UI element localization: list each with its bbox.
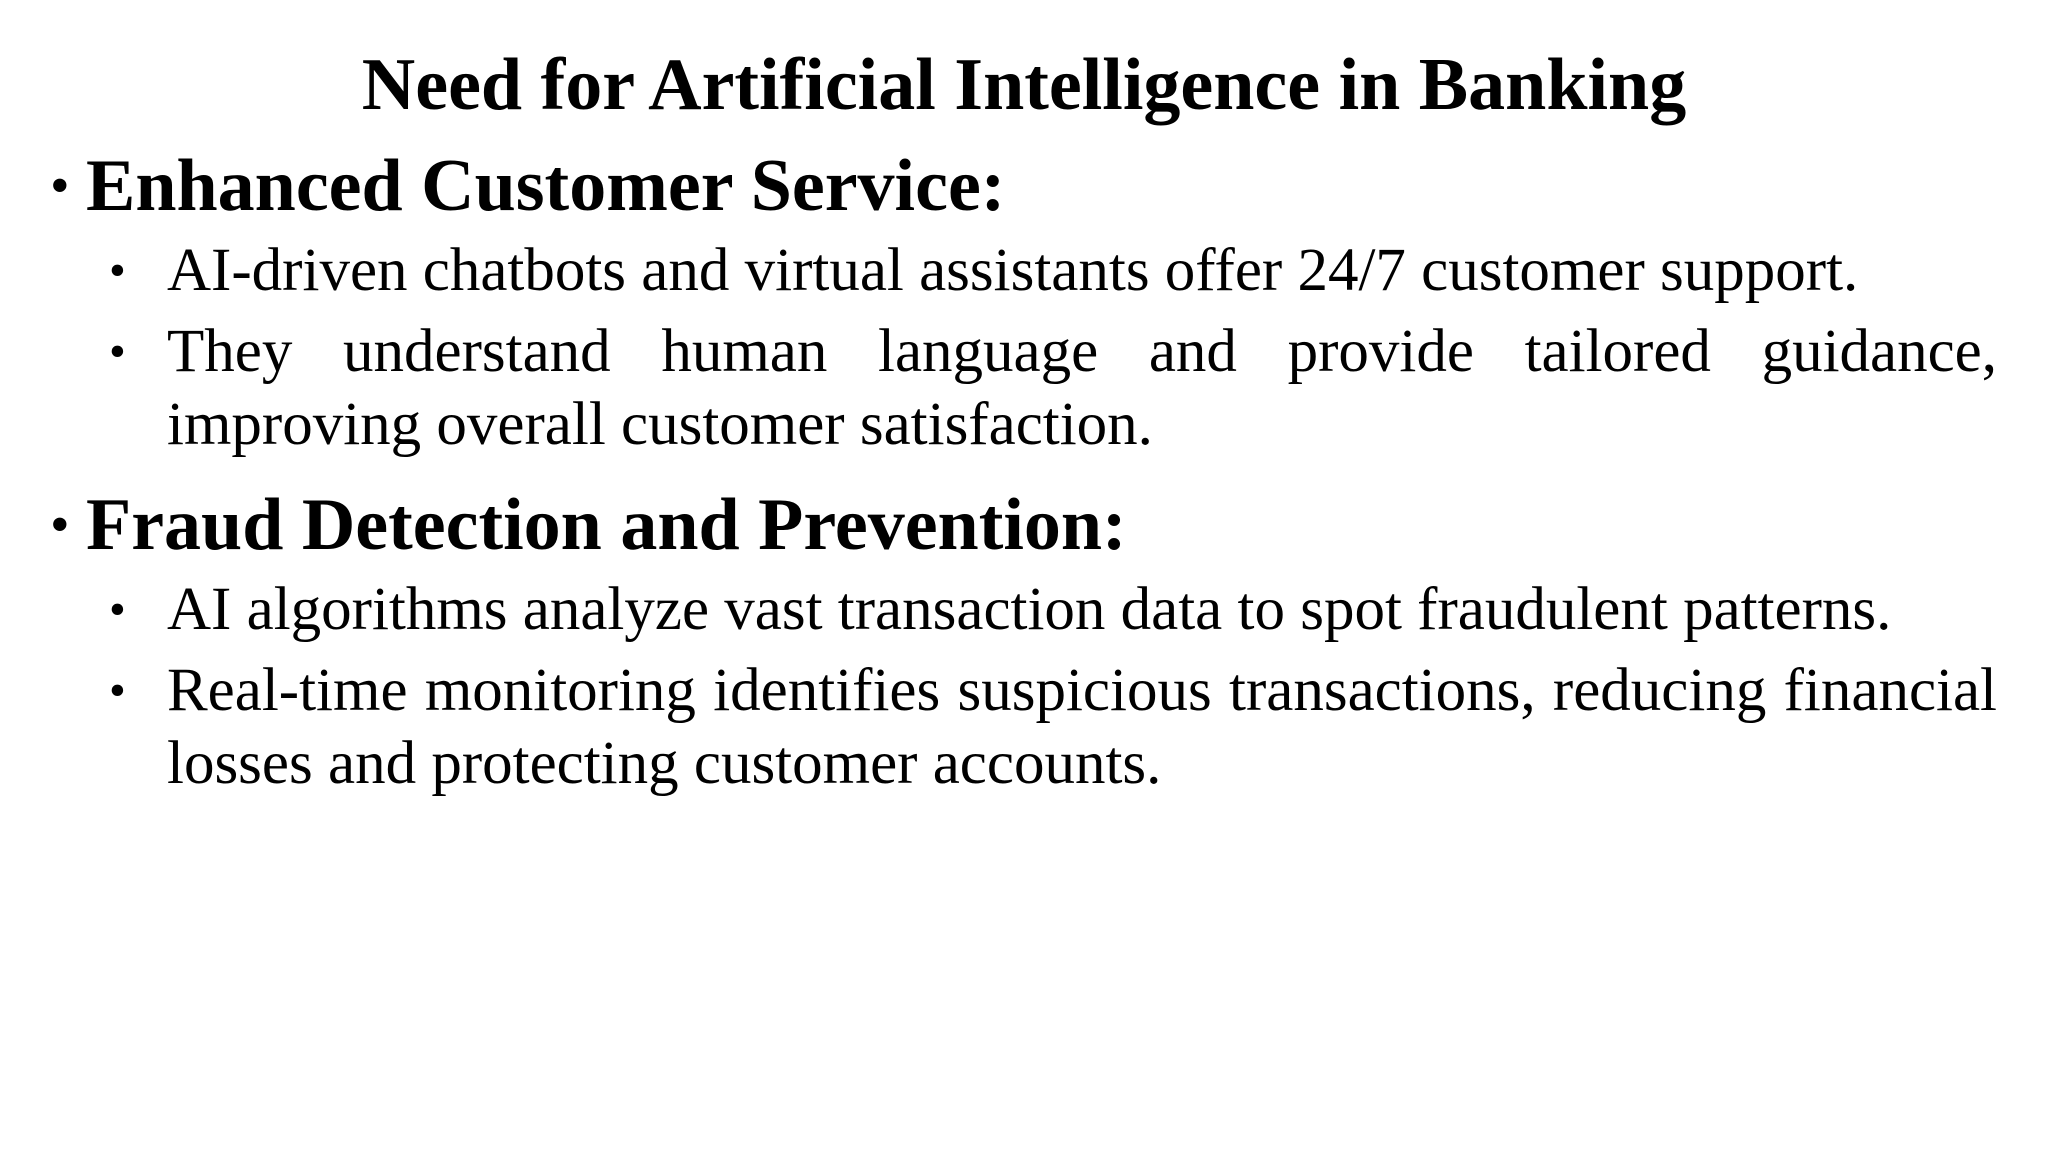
list-item-text: They understand human language and provide tailored guidance, improving overall customer satisfaction. (167, 318, 1997, 458)
list-item-text: Real-time monitoring identifies suspicious transactions, reducing financial losses and protecting customer accounts. (167, 657, 1997, 797)
section-heading-text: Fraud Detection and Prevention: (86, 484, 1127, 566)
list-item-text: AI-driven chatbots and virtual assistants offer 24/7 customer support. (167, 237, 1859, 304)
section-heading-text: Enhanced Customer Service: (86, 145, 1006, 227)
list-item (109, 315, 1997, 461)
bullet-list (0, 234, 2048, 461)
list-item (109, 654, 1997, 800)
bullet-icon: • (109, 325, 126, 378)
bullet-list (0, 573, 2048, 800)
bullet-icon: • (50, 494, 70, 556)
bullet-icon: • (50, 155, 70, 217)
list-item (109, 573, 1997, 646)
slide-body (0, 140, 2048, 808)
bullet-icon: • (109, 664, 126, 717)
section-customer-service (0, 140, 2048, 461)
list-item (109, 234, 1997, 307)
section-heading (50, 140, 2048, 232)
section-heading (50, 479, 2048, 571)
bullet-icon: • (109, 244, 126, 297)
bullet-icon: • (109, 583, 126, 636)
slide-title: Need for Artificial Intelligence in Banking (361, 44, 1687, 126)
list-item-text: AI algorithms analyze vast transaction data to spot fraudulent patterns. (167, 576, 1892, 643)
section-fraud-detection (0, 479, 2048, 800)
